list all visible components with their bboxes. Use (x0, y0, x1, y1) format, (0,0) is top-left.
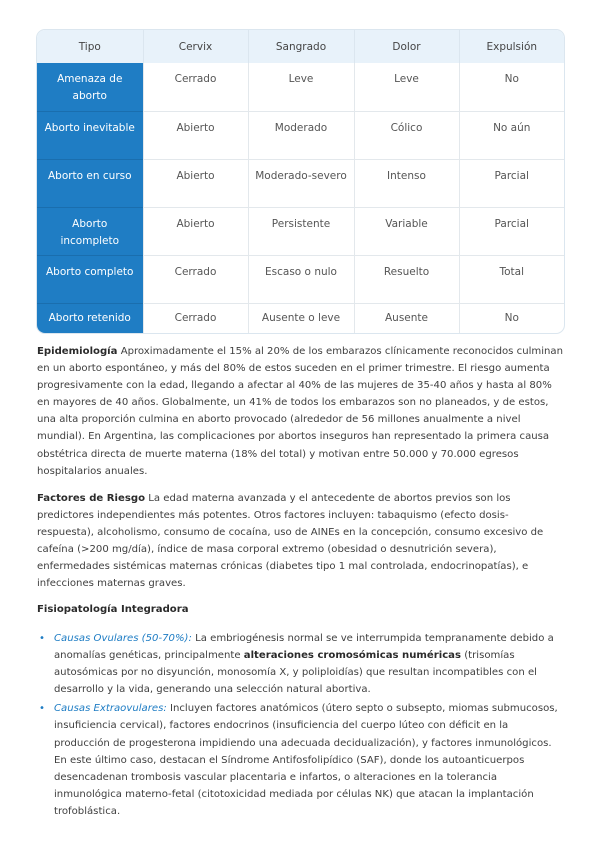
header-expulsion: Expulsión (459, 30, 564, 63)
abortion-types-table (36, 29, 565, 334)
expulsion-cell: Total (459, 255, 564, 303)
sangrado-cell: Moderado (248, 111, 354, 159)
cervix-cell: Abierto (143, 207, 248, 255)
cervix-cell: Abierto (143, 111, 248, 159)
list-item-text: Incluyen factores anatómicos (útero septo o subsepto, miomas submucosos, insuficiencia cervical), factores endocrinos (insuficiencia del cuerpo lúteo con déficit en la producción de progesterona impidiendo una adecuada decidualización), y factores inmunológicos. En este último caso, destacan el Síndrome Antifosfolipídico (SAF), donde los autoanticuerpos desencadenan trombosis vascular placentaria e infartos, o alteraciones en la tolerancia inmunológica materno-fetal (citotoxicidad mediada por células NK) que atacan la implantación trofoblástica. (54, 703, 558, 817)
header-sangrado: Sangrado (248, 30, 354, 63)
epidemiology-text: Aproximadamente el 15% al 20% de los embarazos clínicamente reconocidos culminan en un aborto espontáneo, y más del 80% de estos suceden en el primer trimestre. El riesgo aumenta progresivamente con la edad, llegando a afectar al 40% de las mujeres de 35-40 años y hasta al 80% en mayores de 40 años. Globalmente, un 41% de todos los embarazos son no planeados, y de estos, una alta proporción culmina en aborto provocado (alrededor de 56 millones anualmente a nivel mundial). En Argentina, las complicaciones por abortos inseguros han representado la primera causa obstétrica directa de muerte materna (18% del total) y motivan entre 50.000 y 70.000 egresos hospitalarios anuales. (37, 346, 564, 477)
header-dolor: Dolor (354, 30, 459, 63)
table-row (37, 111, 564, 159)
expulsion-cell: Parcial (459, 207, 564, 255)
epidemiology-title: Epidemiología (37, 346, 118, 357)
expulsion-cell: Parcial (459, 159, 564, 207)
dolor-cell: Variable (354, 207, 459, 255)
expulsion-cell: No (459, 63, 564, 111)
row-type-cell: Aborto incompleto (37, 207, 143, 255)
header-tipo: Tipo (37, 30, 143, 63)
dolor-cell: Resuelto (354, 255, 459, 303)
epidemiology-paragraph (37, 343, 563, 480)
expulsion-cell: No (459, 303, 564, 333)
risk-factors-text: La edad materna avanzada y el antecedente de abortos previos son los predictores independientes más potentes. Otros factores incluyen: tabaquismo (efecto dosis-respuesta), alcoholismo, consumo de cocaína, uso de AINEs en la concepción, consumo excesivo de cafeína (>200 mg/día), índice de masa corporal extremo (obesidad o desnutrición severa), enfermedades sistémicas maternas crónicas (diabetes tipo 1 mal controlada, endocrinopatías), e infecciones maternas graves. (37, 493, 544, 590)
list-item-text: La embriogénesis normal se ve interrumpida tempranamente debido a anomalías genéticas, principalmente (54, 633, 554, 662)
list-item-lead: Causas Ovulares (50-70%): (54, 633, 192, 644)
table-row (37, 207, 564, 255)
sangrado-cell: Persistente (248, 207, 354, 255)
list-item-text: (trisomías autosómicas por no disyunción, monosomía X, y poliploidías) que resultan incompatibles con el desarrollo y la vida, generando una selección natural abortiva. (54, 650, 537, 696)
dolor-cell: Leve (354, 63, 459, 111)
expulsion-cell: No aún (459, 111, 564, 159)
dolor-cell: Intenso (354, 159, 459, 207)
table-row (37, 63, 564, 111)
table-row (37, 159, 564, 207)
pathophysiology-list (37, 630, 563, 822)
cervix-cell: Abierto (143, 159, 248, 207)
row-type-cell: Aborto en curso (37, 159, 143, 207)
list-item-bold: alteraciones cromosómicas numéricas (243, 650, 462, 662)
cervix-cell: Cerrado (143, 63, 248, 111)
sangrado-cell: Escaso o nulo (248, 255, 354, 303)
risk-factors-paragraph (37, 490, 563, 593)
sangrado-cell: Moderado-severo (248, 159, 354, 207)
risk-factors-title: Factores de Riesgo (37, 493, 146, 504)
table-row (37, 255, 564, 303)
cervix-cell: Cerrado (143, 255, 248, 303)
list-item (37, 630, 563, 698)
dolor-cell: Ausente (354, 303, 459, 333)
bullet-icon: • (39, 633, 45, 644)
pathophysiology-heading: Fisiopatología Integradora (37, 604, 189, 615)
header-cervix: Cervix (143, 30, 248, 63)
row-type-cell: Aborto retenido (37, 303, 143, 333)
table-header-row (37, 30, 564, 63)
bullet-icon: • (39, 703, 45, 715)
dolor-cell: Cólico (354, 111, 459, 159)
list-item (37, 700, 563, 820)
sangrado-cell: Ausente o leve (248, 303, 354, 333)
row-type-cell: Aborto inevitable (37, 111, 143, 159)
row-type-cell: Amenaza de aborto (37, 63, 143, 111)
list-item-lead: Causas Extraovulares: (54, 703, 167, 715)
row-type-cell: Aborto completo (37, 255, 143, 303)
cervix-cell: Cerrado (143, 303, 248, 333)
table-row (37, 303, 564, 333)
sangrado-cell: Leve (248, 63, 354, 111)
